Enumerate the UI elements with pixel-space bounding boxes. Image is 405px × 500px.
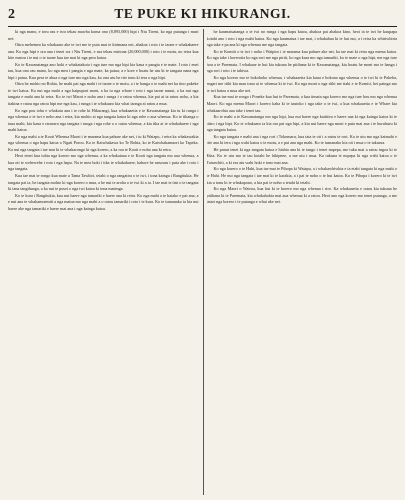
paragraph: Ko te kura i Rangitukia, kua nui haere nga tamariki e haere ana ki reira. Ko nga mahi a te kaiako e pai ana, a e nui ana te whakamoemiti a nga matua mo nga mahi a o ratou tamariki i roto i te kura. Ko te tumanako ia kia nui haere ake nga tamariki e haere mai ana i nga kainga katoa. [8, 192, 199, 211]
paragraph: he kaumatuatanga o te iwi no runga i nga hapu katoa, ahakoa pai ahakoa kino, heoi ia te iwi he kaupapa kotahi ano i roto i nga mahi katoa. Ko nga kaumatua i tae mai, i whakahua ki te hui nui, a i reira ka whiriwhiria nga take e pa ana ki nga whenua me nga tangata. [206, 29, 397, 48]
paragraph: Ko te mahi a te Kawanatanga mo nga hipi, kua nui haere nga kaititiro e haere ana ki nga kainga katoa ki te titiro i nga hipi. Ko te whakaaro ia kia ora pai nga hipi, a kia nui haere nga moni e puta mai ana i te huruhuru ki nga tangata katoa. [206, 114, 397, 133]
paragraph: Ko nga korero mo te hokohoko whenua, i whakaaetia kia kaua e hokona nga whenua o te iwi ki te Pakeha, engari me riihi kia mau tonu ai te whenua ki te iwi. Ko nga moni o nga riihi me tiaki e te Komiti, hei painga mo te iwi katoa a mua ake nei. [206, 74, 397, 93]
paragraph: Ko nga pou tohu e whakatu ana i te rohe ki Hikurangi, kua whakaaetia e te Kawanatanga kia tu ki runga i nga whenua o te iwi e noho ana i reira, kia mohio ai nga tangata katoa ki nga rohe o aua whenua. Ko te tikanga o taua mahi, kia kaua e raruraru nga tangata i runga i nga rohe o o ratou whenua, a kia tika ai te whakahaere i nga mahi katoa. [8, 107, 199, 133]
newspaper-title: TE PUKE KI HIKURANGI. [114, 6, 291, 21]
paragraph: Otira he mohio no Rohia, he mahi pai nga mahi i te taone o te motu, a i te hanga o te mahi nei ka tino pakeke te iwi katoa. Ka nui nga mahi a nga kaipupuri moni, a ka tu nga whare i roto i nga taone nunui, a ka nui nga tangata e mahi ana ki reira. Ko te iwi Maori e noho ana i runga i o ratou whenua, kia pai ai ta ratou noho, a kia tiakina e ratou nga ratou hipi me nga kau, i runga i te whakaaro kia whai taonga ai ratou a mua. [8, 81, 199, 107]
paragraph: Ko te Kawanatanga ano hoki e whakatakoto i nga ture mo nga hipi kia kaua e pangia e te mate. I roto i enei tau, kua ono rau mano, ko nga mea i pangia e nga mate, ka patua; a e kore e hoatu he utu ki te tangata nana nga hipi i patua. Kua pera te ahua o nga ture mo nga kau, ko ona utu he rite tonu ki tera o nga hipi. [8, 61, 199, 80]
right-column [207, 29, 398, 495]
paragraph: Otira mehemea ka whakaaro ake te iwi me te puta mai te kirimana nei, ahakoa i roto i te taone e whakahaere ana. Ko nga hipi e ora ana i tenei wa i Niu Tireni, e rua tekau miriona (20,000,000) i roto i te motu, no reira kua kite matou i te nui o te taone kua tae mai ki nga pera katoa. [8, 42, 199, 61]
paragraph: Ko nga Maori o Wairoa, kua hui ki te korero mo nga whenua i riro. Ka whakaaetia e ratou kia tukuna he pitihana ki te Paremata, kia whakahokia mai aua whenua ki a ratou. Heoi ano nga korero mo tenei putanga, a me tatari nga korero i te putanga e whai ake nei. [206, 186, 397, 205]
page-number: 2 [8, 7, 15, 22]
masthead [8, 6, 397, 27]
article-columns [8, 29, 397, 495]
left-column [8, 29, 199, 495]
paragraph: Kua tae mai te rongo kua mate a Tama Tawhiri, tetahi o nga rangatira o te iwi, i tona kainga i Rangitukia. He tangata pai ia, he tangata mohio ki nga korero o mua, a he nui te aroha o te iwi ki a ia. I tae mai te tini o te tangata ki tana tangihanga, a ka nui te pouri o nga iwi katoa ki tona matenga. [8, 173, 199, 192]
paragraph: Ko nga mahi a te Kooti Whenua Maori i te marama kua pahure ake nei, i tu ki Waiapu, i reira ka whakawakia nga whenua o nga hapu katoa o Ngati Porou. Ko te Kaiwhakawa ko Te Rohia, ko te Kaiwhakamaori ko Tapeka. Ka nui nga tangata i tae mai ki te whakarongo ki nga korero, a ka roa te Kooti e noho ana ki reira. [8, 133, 199, 152]
paragraph: Ko nga tangata e mahi ana i nga rori i Tokomaru, kua tata te oti i a ratou te rori. Ko te utu mo nga kaimahi e rite ana ki tera i nga wahi katoa o te motu, a e pai ana nga mahi. Ko te tumanako kia oti i mua o te takurua. [206, 133, 397, 146]
paragraph: ki nga mano, e toru rau e iwa tekau mawha koma ono (8,893,000) hipi i Niu Tireni, ko nga putanga i muri nei: [8, 29, 199, 41]
paragraph: Ko te Komiti o te iwi i noho i Waipiro i te marama kua pahure ake nei, ka tae mai ki reira nga mema katoa. Ko nga take i korerotia ko nga rori me nga piriti, ko nga kura mo nga tamariki, ko te mate o nga hipi, me nga ture hou a te Paremata. I whakaae te hui kia tukuna he pitihana ki te Kawanatanga, kia hoatu he moni mo te hanga i nga rori i roto i te takiwa. [206, 48, 397, 74]
paragraph: Ko nga korero o te Hahi, kua tae mai te Pihopa ki Waiapu, a i whakawhiwhia e ia etahi tangata ki nga mahi o te Hahi. He nui nga tangata i tae mai ki te karakia, a i pai te noho o te hui katoa. Ko te Pihopa i korero ki te iwi kia u tonu ki te whakapono, a kia pai te noho a tetahi ki tetahi. [206, 166, 397, 185]
paragraph: Heoi tenei kua tuhia nga korero mo nga whenua, a ka whakataua e te Kooti nga tangata mo aua whenua, a kua oti te wehewehe i roto i nga hapu. Na te mea hoki i tika te whakahaere, kahore he raruraru i puta ake i roto i nga tangata. [8, 153, 199, 172]
paragraph: He panui tenei ki nga tangata katoa e hiahia ana ki te tango i tenei nupepa, me tuku mai a ratou ingoa ki te Etita. Ko te utu mo te tau kotahi he hikipene, a me utu i mua. Ka tukuna te nupepa ki nga wahi katoa o te Tairawhiti, a ki era atu wahi hoki e tono mai ana. [206, 146, 397, 165]
paragraph: Kua tae mai te rongo i Poneke kua hui te Paremata, a kua timata nga korero mo nga ture hou mo nga whenua Maori. Ko nga mema Maori i korero kaha ki te tautoko i nga take o te iwi, a kua whakaaetia e te Whare kia whakaarohia aua take i tenei tau. [206, 94, 397, 113]
